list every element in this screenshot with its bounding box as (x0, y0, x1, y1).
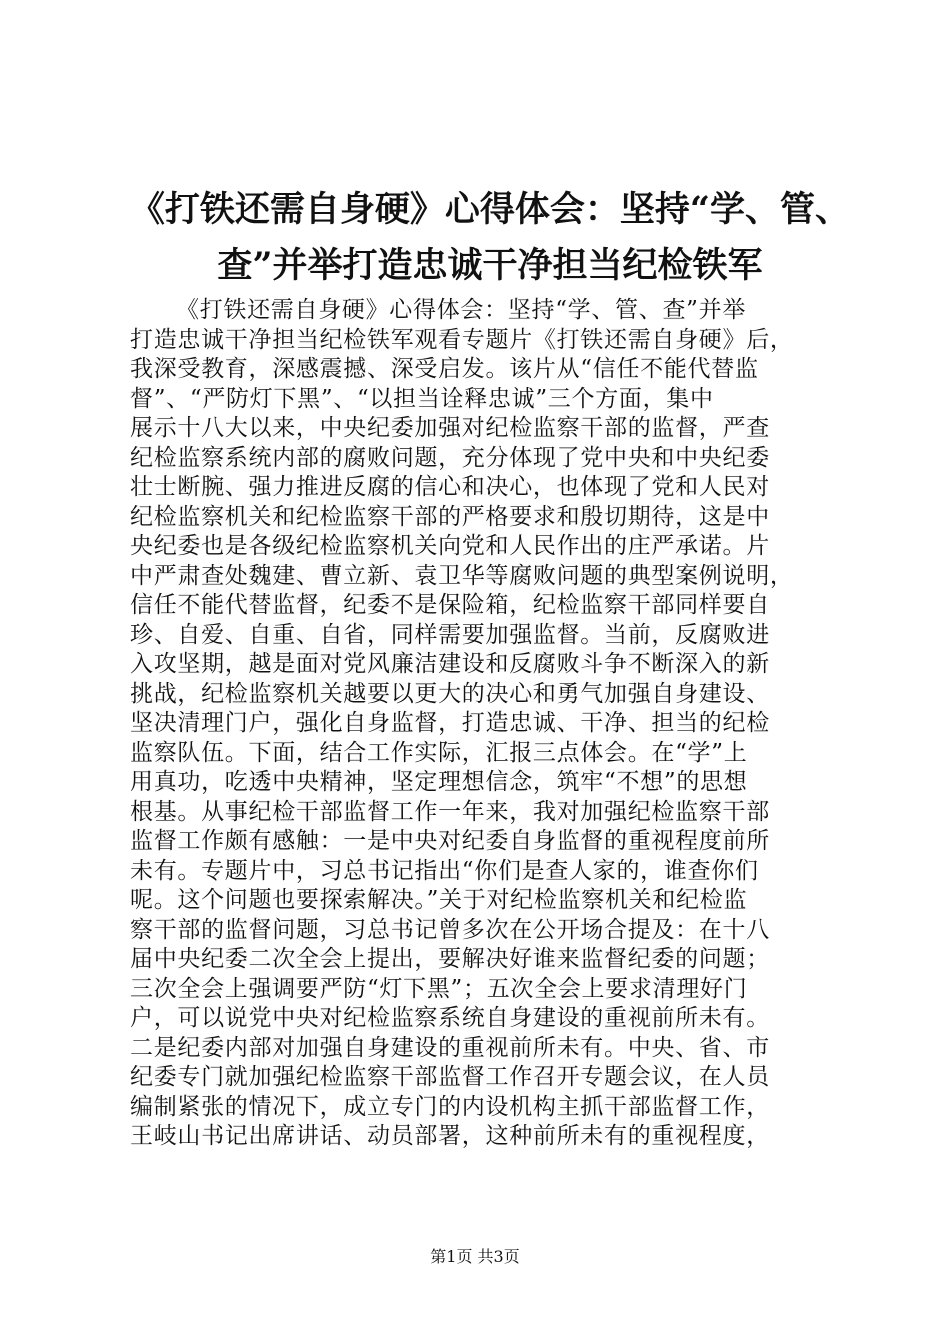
body-line: 三次全会上强调要严防“灯下黑”；五次全会上要求清理好门 (130, 975, 748, 1002)
body-line: 户，可以说党中央对纪检监察系统自身建设的重视前所未有。 (130, 1005, 770, 1031)
body-line: 纪检监察机关和纪检监察干部的严格要求和殷切期待，这是中 (130, 503, 770, 530)
body-line: 坚决清理门户，强化自身监督，打造忠诚、干净、担当的纪检 (130, 710, 770, 736)
body-line: 入攻坚期，越是面对党风廉洁建设和反腐败斗争不断深入的新 (130, 651, 770, 677)
body-line: 编制紧张的情况下，成立专门的内设机构主抓干部监督工作， (130, 1093, 770, 1120)
title-line: 《打铁还需自身硬》心得体会：坚持“学、管、 (129, 189, 851, 230)
body-line: 信任不能代替监督，纪委不是保险箱，纪检监察干部同样要自 (130, 592, 770, 618)
body-line: 《打铁还需自身硬》心得体会：坚持“学、管、查”并举 (176, 297, 747, 323)
document-title (110, 182, 870, 294)
body-line: 根基。从事纪检干部监督工作一年来，我对加强纪检监察干部 (130, 798, 770, 825)
body-line: 未有。专题片中，习总书记指出“你们是查人家的，谁查你们 (130, 857, 759, 884)
body-line: 珍、自爱、自重、自省，同样需要加强监督。当前，反腐败进 (130, 621, 770, 648)
body-line: 央纪委也是各级纪检监察机关向党和人民作出的庄严承诺。片 (130, 533, 770, 559)
body-line: 纪检监察系统内部的腐败问题，充分体现了党中央和中央纪委 (130, 444, 770, 471)
body-line: 我深受教育，深感震撼、深受启发。该片从“信任不能代替监 (130, 356, 759, 382)
body-line: 壮士断腕、强力推进反腐的信心和决心，也体现了党和人民对 (130, 474, 770, 500)
document-body (130, 296, 830, 1152)
body-line: 中严肃查处魏建、曹立新、袁卫华等腐败问题的典型案例说明， (130, 562, 794, 589)
body-line: 监督工作颇有感触：一是中央对纪委自身监督的重视程度前所 (130, 828, 770, 854)
body-line: 挑战，纪检监察机关越要以更大的决心和勇气加强自身建设、 (130, 680, 770, 707)
body-line: 展示十八大以来，中央纪委加强对纪检监察干部的监督，严查 (130, 415, 770, 441)
body-line: 纪委专门就加强纪检监察干部监督工作召开专题会议，在人员 (130, 1064, 770, 1090)
body-line: 王岐山书记出席讲话、动员部署，这种前所未有的重视程度， (130, 1123, 770, 1149)
body-line: 二是纪委内部对加强自身建设的重视前所未有。中央、省、市 (130, 1034, 770, 1061)
body-line: 监察队伍。下面，结合工作实际，汇报三点体会。在“学”上 (130, 739, 748, 766)
page-footer (0, 1244, 950, 1267)
body-line: 届中央纪委二次全会上提出，要解决好谁来监督纪委的问题； (130, 946, 770, 972)
page-number: 第1页 共3页 (430, 1247, 520, 1266)
body-line: 用真功，吃透中央精神，坚定理想信念，筑牢“不想”的思想 (130, 769, 748, 795)
body-line: 督”、“严防灯下黑”、“以担当诠释忠诚”三个方面，集中 (130, 385, 714, 412)
body-line: 察干部的监督问题，习总书记曾多次在公开场合提及：在十八 (130, 916, 770, 943)
body-line: 呢。这个问题也要探索解决。”关于对纪检监察机关和纪检监 (130, 887, 748, 913)
body-line: 打造忠诚干净担当纪检铁军观看专题片《打铁还需自身硬》后， (130, 326, 794, 353)
title-line: 查”并举打造忠诚干净担当纪检铁军 (217, 245, 763, 286)
